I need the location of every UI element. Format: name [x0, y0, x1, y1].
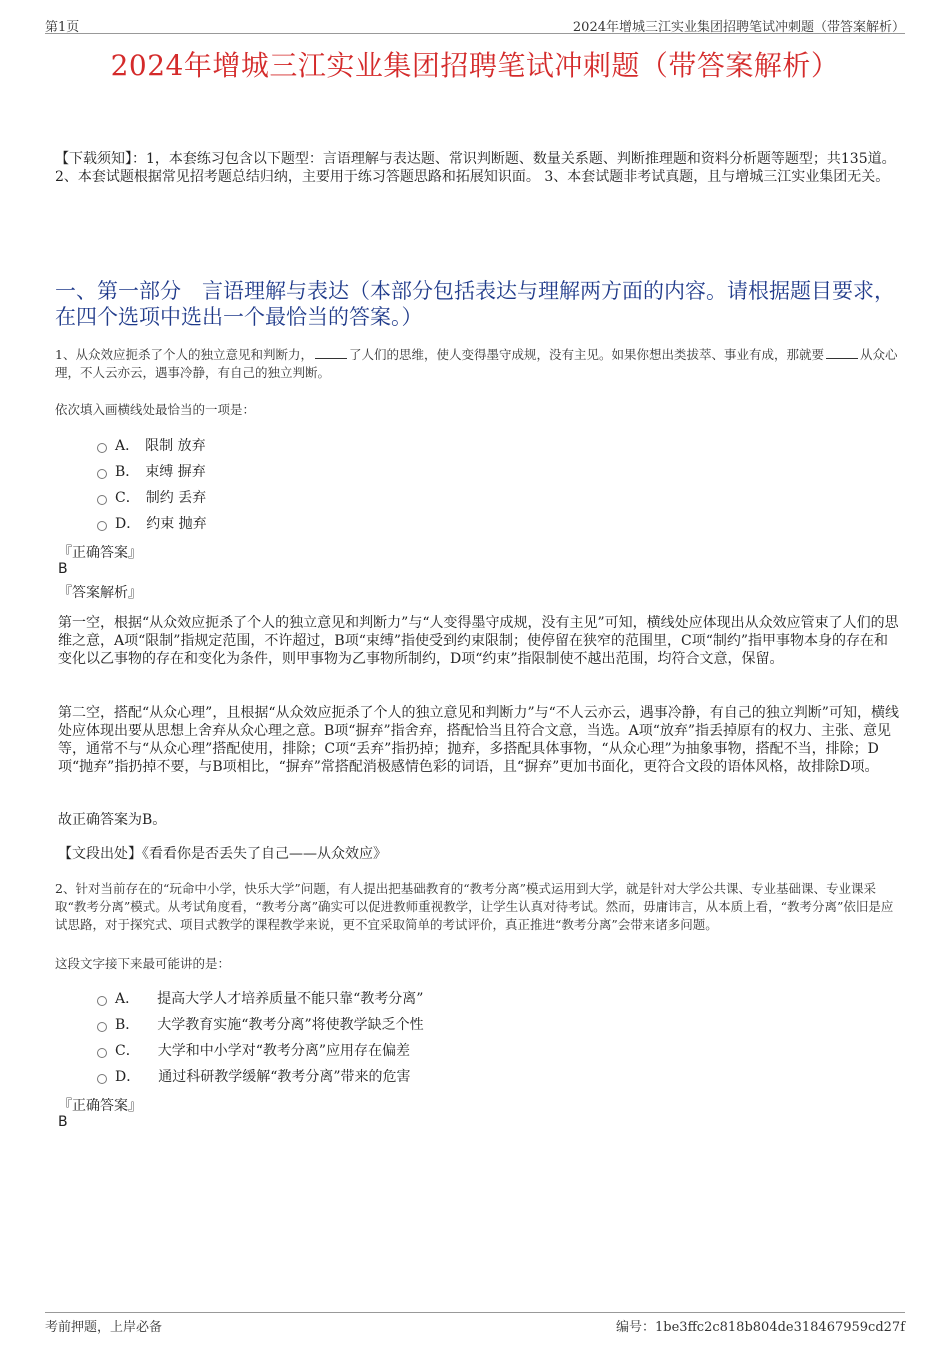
question-1-prompt: 依次填入画横线处最恰当的一项是： — [55, 402, 256, 417]
text-source: 【文段出处】《看看你是否丢失了自己——从众效应》 — [58, 846, 387, 862]
option-a[interactable]: A． 提高大学人才培养质量不能只靠“教考分离” — [97, 985, 424, 1011]
section-heading: 一、第一部分 言语理解与表达（本部分包括表达与理解两方面的内容。请根据题目要求，在四个选项中选出一个最恰当的答案。） — [55, 279, 895, 329]
radio-icon[interactable] — [97, 1048, 107, 1058]
answer-label: 『正确答案』 — [58, 545, 142, 561]
radio-icon[interactable] — [97, 1074, 107, 1084]
radio-icon[interactable] — [97, 443, 107, 453]
answer-label: 『正确答案』 — [58, 1098, 142, 1114]
correct-answer: B — [58, 1114, 68, 1130]
option-c[interactable]: C． 制约 丢弃 — [97, 484, 207, 510]
option-a[interactable]: A． 限制 放弃 — [97, 432, 207, 458]
footer-slogan: 考前押题，上岸必备 — [45, 1320, 163, 1335]
option-b[interactable]: B． 大学教育实施“教考分离”将使教学缺乏个性 — [97, 1011, 424, 1037]
analysis-conclusion: 故正确答案为B。 — [58, 812, 167, 828]
question-1-options — [97, 432, 207, 536]
correct-answer: B — [58, 561, 68, 577]
header-divider — [45, 33, 905, 34]
document-title: 2024年增城三江实业集团招聘笔试冲刺题（带答案解析） — [110, 49, 840, 82]
download-notice: 【下载须知】：1，本套练习包含以下题型：言语理解与表达题、常识判断题、数量关系题、判断推理题和资料分析题等题型；共135道。 2、本套试题根据常见招考题总结归纳，主要用于练习答题思路和拓展知识面。 3、本套试题非考试真题，且与增城三江实业集团无关。 — [55, 151, 896, 185]
blank-1 — [315, 346, 347, 359]
radio-icon[interactable] — [97, 521, 107, 531]
analysis-paragraph-1: 第一空，根据“从众效应扼杀了个人的独立意见和判断力”与“人变得墨守成规，没有主见”可知，横线处应体现出从众效应管束了人们的思维之意，A项“限制”指规定范围，不许超过，B项“束缚”指使受到约束限制；使停留在狭窄的范围里，C项“制约”指甲事物本身的存在和变化以乙事物的存在和变化为条件，则甲事物为乙事物所制约，D项“约束”指限制使不越出范围，均符合文意，保留。 — [58, 615, 899, 667]
option-d[interactable]: D． 通过科研教学缓解“教考分离”带来的危害 — [97, 1063, 424, 1089]
blank-2 — [826, 346, 858, 359]
radio-icon[interactable] — [97, 996, 107, 1006]
page-number: 第1页 — [45, 20, 80, 35]
footer-code: 编号：1be3ffc2c818b804de318467959cd27f — [616, 1320, 905, 1335]
radio-icon[interactable] — [97, 469, 107, 479]
option-b[interactable]: B． 束缚 摒弃 — [97, 458, 207, 484]
question-1-text-part: 了人们的思维，使人变得墨守成规，没有主见。如果你想出类拔萃、事业有成，那就要 — [348, 347, 824, 362]
question-2-options — [97, 985, 424, 1089]
question-2-prompt: 这段文字接下来最可能讲的是： — [55, 956, 231, 971]
question-1-text-part: 1、从众效应扼杀了个人的独立意见和判断力， — [55, 347, 313, 362]
radio-icon[interactable] — [97, 1022, 107, 1032]
question-2-text: 2、针对当前存在的“玩命中小学，快乐大学”问题，有人提出把基础教育的“教考分离”模式运用到大学，就是针对大学公共课、专业基础课、专业课采取“教考分离”模式。从考试角度看，“教考分离”确实可以促进教师重视教学，让学生认真对待考试。然而，毋庸讳言，从本质上看，“教考分离”依旧是应试思路，对于探究式、项目式教学的课程教学来说，更不宜采取简单的考试评价，真正推进“教考分离”会带来诸多问题。 — [55, 881, 894, 932]
question-1-text — [55, 346, 900, 382]
radio-icon[interactable] — [97, 495, 107, 505]
option-d[interactable]: D． 约束 抛弃 — [97, 510, 207, 536]
footer-divider — [45, 1312, 905, 1313]
header-doc-title: 2024年增城三江实业集团招聘笔试冲刺题（带答案解析） — [572, 20, 905, 35]
analysis-paragraph-2: 第二空，搭配“从众心理”，且根据“从众效应扼杀了个人的独立意见和判断力”与“不人云亦云，遇事冷静，有自己的独立判断”可知，横线处应体现出要从思想上舍弃从众心理之意。B项“摒弃”指舍弃，搭配恰当且符合文意，当选。A项“放弃”指丢掉原有的权力、主张、意见等，通常不与“从众心理”搭配使用，排除；C项“丢弃”指扔掉；抛弃，多搭配具体事物，“从众心理”为抽象事物，搭配不当，排除；D项“抛弃”指扔掉不要，与B项相比，“摒弃”常搭配消极感情色彩的词语，且“摒弃”更加书面化，更符合文段的语体风格，故排除D项。 — [58, 705, 899, 775]
question-1-text-part: 从众心理，不人云亦云，遇事冷静，有自己的独立判断。 — [55, 347, 898, 380]
analysis-label: 『答案解析』 — [58, 585, 142, 601]
option-c[interactable]: C． 大学和中小学对“教考分离”应用存在偏差 — [97, 1037, 424, 1063]
